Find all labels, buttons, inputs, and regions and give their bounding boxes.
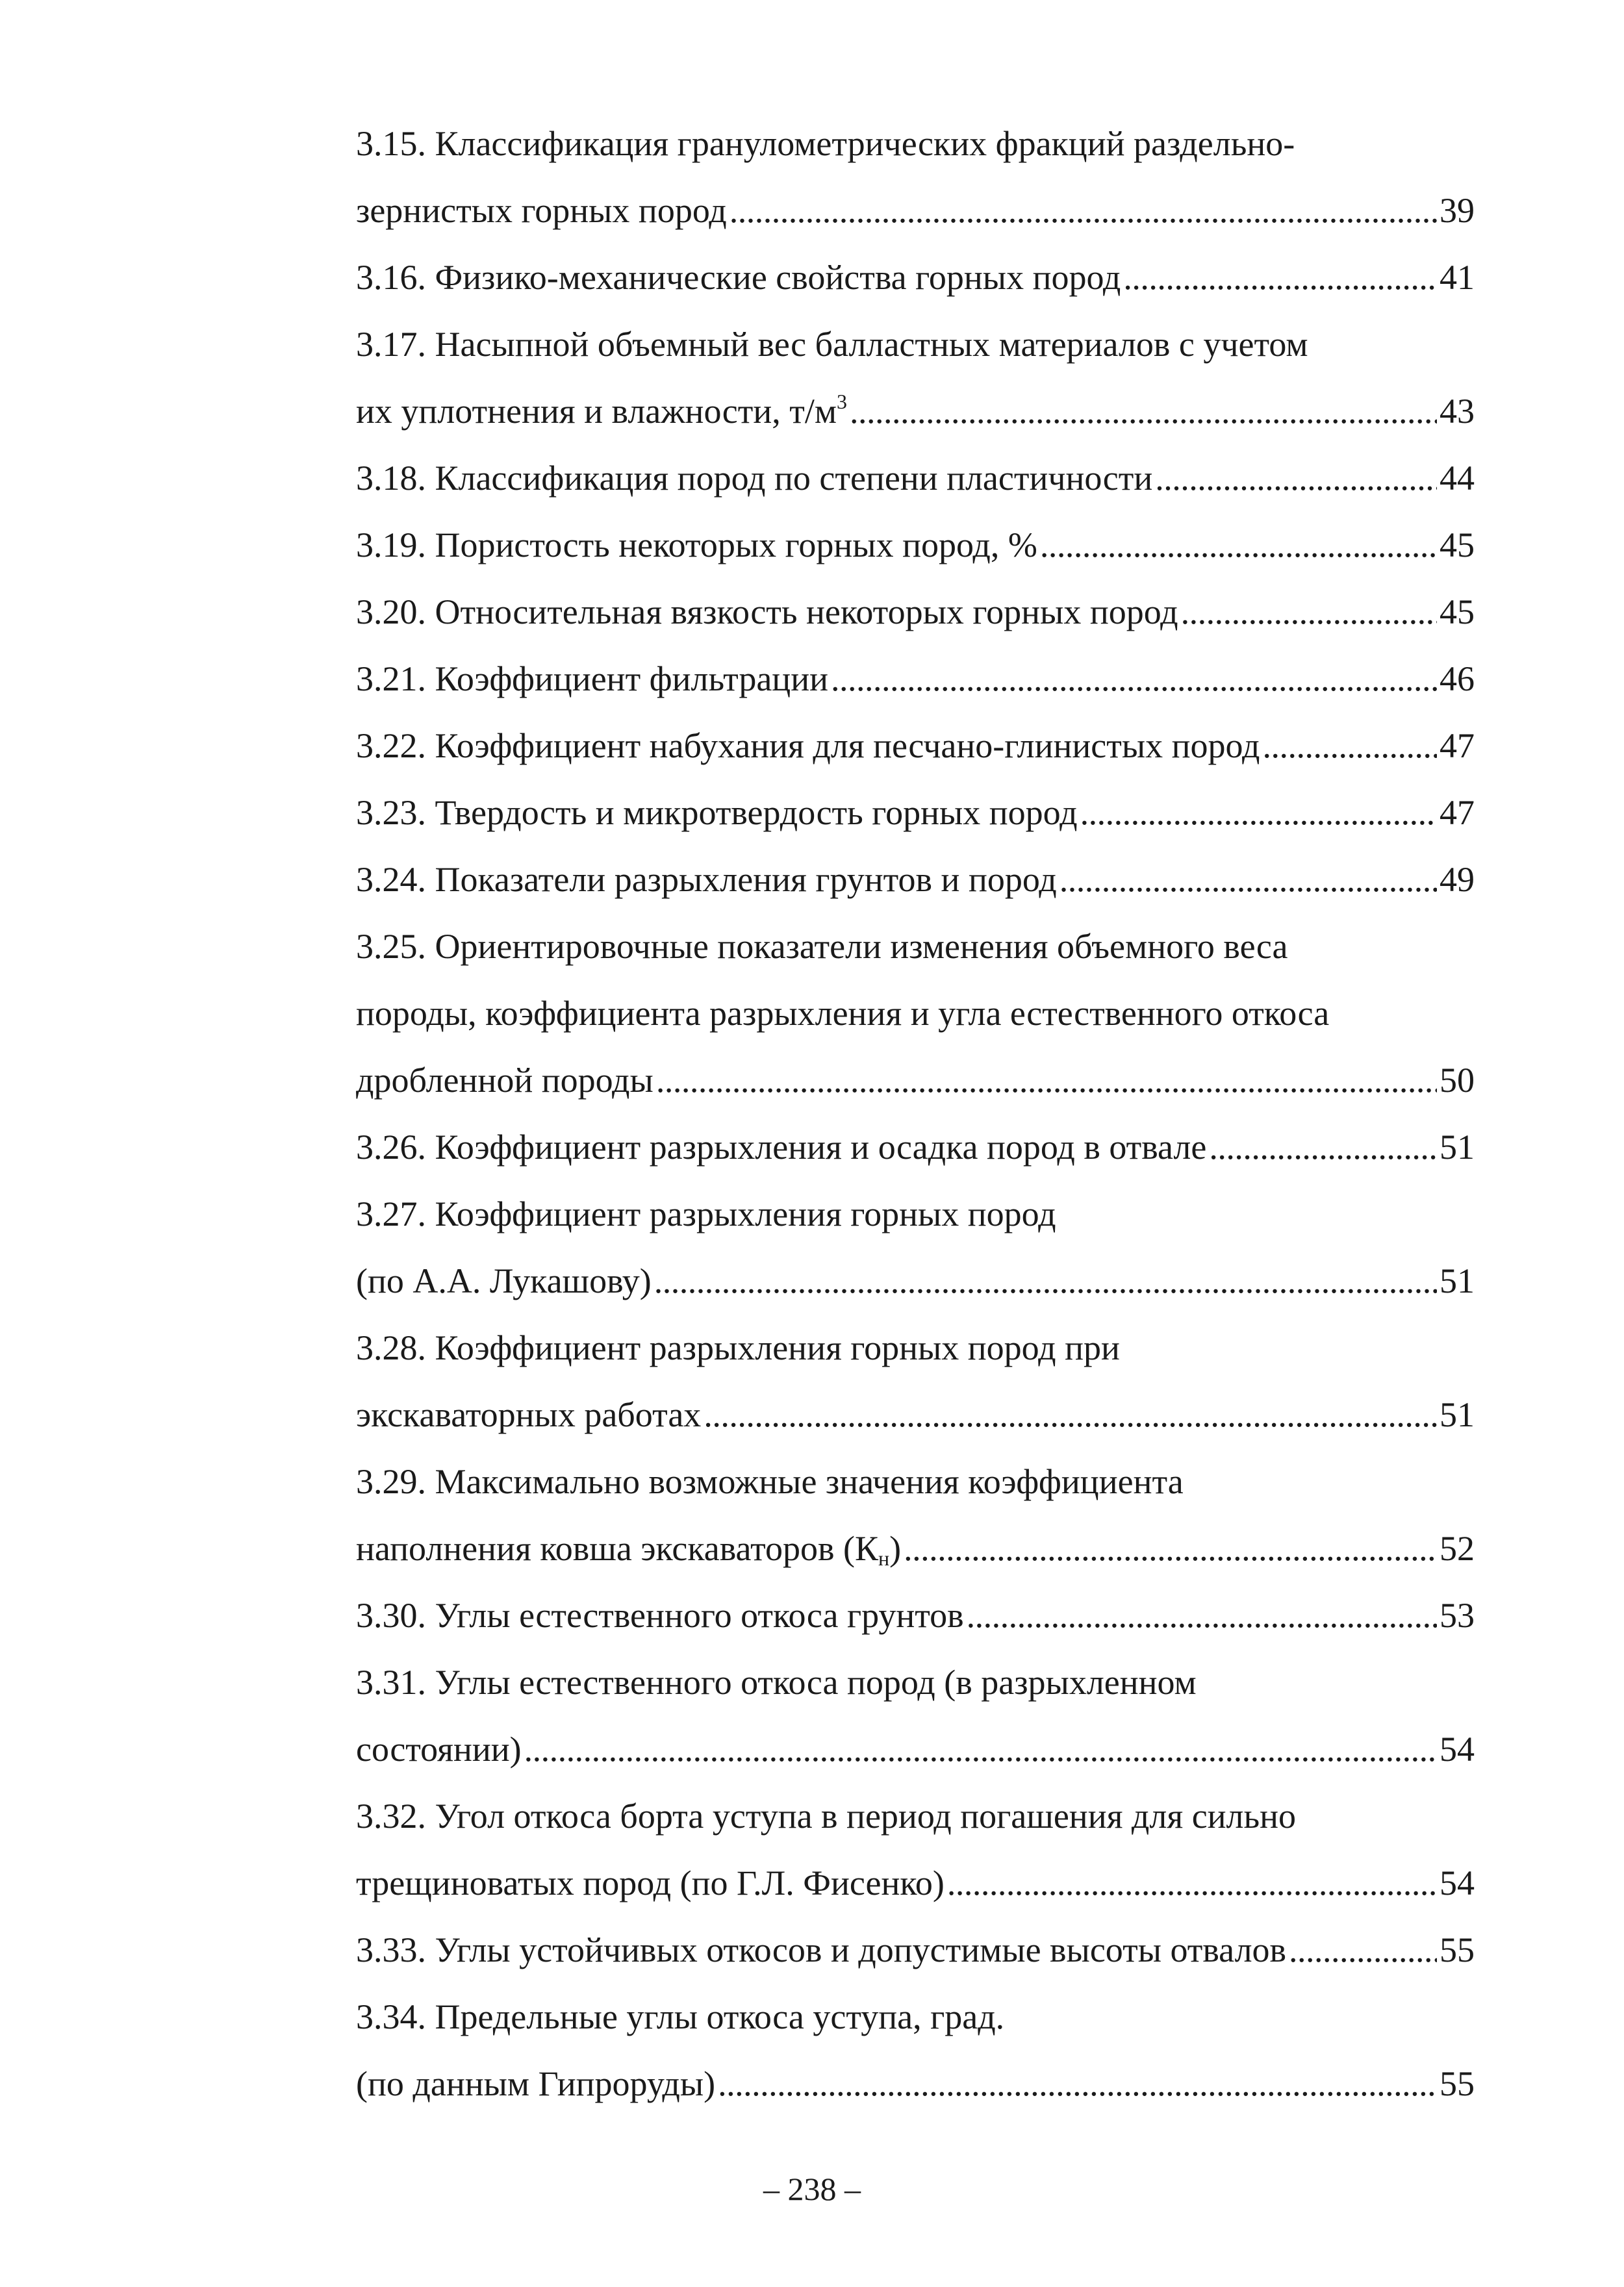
toc-line [356, 980, 1475, 1047]
toc-page-number: 54 [1440, 1864, 1475, 1902]
toc-entry-3-30[interactable] [356, 1582, 1475, 1649]
dot-leader [1209, 1114, 1437, 1181]
toc-page-number: 45 [1440, 525, 1475, 564]
toc-line [356, 713, 1475, 779]
toc-entry-3-31[interactable] [356, 1649, 1475, 1783]
toc-page-number: 51 [1440, 1128, 1475, 1167]
toc-entry-3-23[interactable] [356, 779, 1475, 846]
toc-entry-title: состоянии) [356, 1730, 522, 1769]
toc-entry-title: 3.27. Коэффициент разрыхления горных пород [356, 1194, 1056, 1233]
dot-leader [1059, 846, 1437, 913]
toc-line [356, 378, 1475, 445]
toc-entry-title: 3.16. Физико-механические свойства горных пород [356, 258, 1121, 297]
dot-leader [1123, 244, 1437, 311]
dot-leader [1040, 512, 1437, 579]
toc-line [356, 1248, 1475, 1315]
toc-entry-title: 3.25. Ориентировочные показатели изменения объемного веса [356, 927, 1288, 966]
toc-line [356, 646, 1475, 713]
toc-page-number: 41 [1440, 258, 1475, 297]
toc-line [356, 110, 1475, 177]
toc-entry-title: 3.19. Пористость некоторых горных пород, % [356, 525, 1037, 564]
toc-page-number: 39 [1440, 191, 1475, 230]
toc-entry-title-part: их уплотнения и влажности, т/м [356, 392, 837, 431]
toc-entry-title: 3.21. Коэффициент фильтрации [356, 659, 828, 698]
toc-entry-title: экскаваторных работах [356, 1395, 702, 1434]
toc-page-number: 55 [1440, 2064, 1475, 2103]
toc-page-number: 50 [1440, 1061, 1475, 1100]
toc-entry-3-26[interactable] [356, 1114, 1475, 1181]
toc-entry-title: породы, коэффициента разрыхления и угла естественного откоса [356, 994, 1330, 1033]
toc-line [356, 1448, 1475, 1515]
toc-entry-3-25[interactable] [356, 913, 1475, 1114]
toc-page-number: 46 [1440, 659, 1475, 698]
toc-page-number: 51 [1440, 1395, 1475, 1434]
dot-leader [850, 378, 1437, 445]
dot-leader [947, 1850, 1437, 1917]
toc-line [356, 579, 1475, 646]
toc-entry-3-34[interactable] [356, 1984, 1475, 2117]
toc-page-number: 47 [1440, 793, 1475, 832]
toc-page-number: 51 [1440, 1261, 1475, 1300]
dot-leader [904, 1515, 1437, 1582]
toc-entry-title-suffix: ) [889, 1529, 902, 1568]
dot-leader [1181, 579, 1437, 646]
toc-entry-title: (по А.А. Лукашову) [356, 1261, 652, 1300]
toc-entry-title: 3.29. Максимально возможные значения коэффициента [356, 1462, 1184, 1501]
toc-entry-title-part: наполнения ковша экскаваторов (К [356, 1529, 878, 1568]
toc-line [356, 1984, 1475, 2051]
toc-entry-3-22[interactable] [356, 713, 1475, 779]
toc-entry-title: 3.32. Угол откоса борта уступа в период погашения для сильно [356, 1797, 1297, 1836]
toc-entry-3-24[interactable] [356, 846, 1475, 913]
toc-entry-3-19[interactable] [356, 512, 1475, 579]
toc-page-number: 53 [1440, 1596, 1475, 1635]
toc-entry-title [356, 1515, 901, 1582]
toc-line [356, 1315, 1475, 1382]
toc-entry-3-16[interactable] [356, 244, 1475, 311]
toc-entry-3-21[interactable] [356, 646, 1475, 713]
subscript: н [878, 1547, 890, 1570]
toc-line [356, 512, 1475, 579]
toc-line [356, 779, 1475, 846]
dot-leader [656, 1047, 1437, 1114]
dot-leader [1080, 779, 1437, 846]
toc-entry-3-28[interactable] [356, 1315, 1475, 1448]
toc-entry-title: зернистых горных пород [356, 191, 727, 230]
toc-line [356, 1047, 1475, 1114]
dot-leader [730, 177, 1437, 244]
toc-entry-title: (по данным Гипроруды) [356, 2064, 716, 2103]
toc-line [356, 1783, 1475, 1850]
toc-entry-title: 3.15. Классификация гранулометрических фракций раздельно- [356, 124, 1295, 163]
toc-line [356, 1181, 1475, 1248]
toc-entry-title: 3.17. Насыпной объемный вес балластных материалов с учетом [356, 325, 1308, 364]
toc-entry-3-33[interactable] [356, 1917, 1475, 1984]
toc-entry-title: 3.26. Коэффициент разрыхления и осадка пород в отвале [356, 1128, 1207, 1167]
toc-line [356, 846, 1475, 913]
toc-line [356, 1114, 1475, 1181]
dot-leader [831, 646, 1437, 713]
toc-line [356, 913, 1475, 980]
toc-line [356, 1917, 1475, 1984]
toc-page-number: 44 [1440, 459, 1475, 498]
toc-entry-title: 3.31. Углы естественного откоса пород (в разрыхленном [356, 1663, 1197, 1702]
toc-page-number: 47 [1440, 726, 1475, 765]
toc-entry-3-32[interactable] [356, 1783, 1475, 1917]
toc-entry-title: дробленной породы [356, 1061, 653, 1100]
toc-line [356, 1515, 1475, 1582]
toc-line [356, 244, 1475, 311]
toc-line [356, 311, 1475, 378]
toc-entry-title: 3.24. Показатели разрыхления грунтов и пород [356, 860, 1057, 899]
toc-line [356, 1582, 1475, 1649]
toc-page-number: 45 [1440, 592, 1475, 631]
toc-entry-3-20[interactable] [356, 579, 1475, 646]
dot-leader [967, 1582, 1437, 1649]
toc-page-number: 54 [1440, 1730, 1475, 1769]
toc-entry-title: трещиноватых пород (по Г.Л. Фисенко) [356, 1864, 945, 1902]
dot-leader [1155, 445, 1437, 512]
dot-leader [1262, 713, 1437, 779]
toc-entry-title: 3.23. Твердость и микротвердость горных пород [356, 793, 1078, 832]
toc-entry-title: 3.20. Относительная вязкость некоторых горных пород [356, 592, 1178, 631]
toc-page-number: 52 [1440, 1529, 1475, 1568]
dot-leader [654, 1248, 1437, 1315]
dot-leader [524, 1716, 1437, 1783]
toc-line [356, 1716, 1475, 1783]
toc-page-number: 43 [1440, 392, 1475, 431]
superscript: 3 [837, 390, 848, 413]
toc-page-number: 55 [1440, 1930, 1475, 1969]
toc-entry-3-27[interactable] [356, 1181, 1475, 1315]
toc-entry-title: 3.34. Предельные углы откоса уступа, град. [356, 1997, 1005, 2036]
toc-entry-title: 3.22. Коэффициент набухания для песчано-глинистых пород [356, 726, 1260, 765]
toc-entry-title: 3.33. Углы устойчивых откосов и допустимые высоты отвалов [356, 1930, 1287, 1969]
toc-entry-3-29[interactable] [356, 1448, 1475, 1582]
toc-page-number: 49 [1440, 860, 1475, 899]
dot-leader [718, 2051, 1437, 2117]
toc-line [356, 177, 1475, 244]
toc-entry-title: 3.28. Коэффициент разрыхления горных пород при [356, 1328, 1120, 1367]
toc-entry-title [356, 378, 847, 445]
toc-entry-title: 3.30. Углы естественного откоса грунтов [356, 1596, 964, 1635]
toc-entry-title: 3.18. Классификация пород по степени пластичности [356, 459, 1153, 498]
dot-leader [1289, 1917, 1437, 1984]
toc-entry-3-15[interactable] [356, 110, 1475, 244]
toc-line [356, 2051, 1475, 2117]
dot-leader [704, 1382, 1437, 1448]
toc-entry-3-18[interactable] [356, 445, 1475, 512]
page-footer-number: – 238 – [763, 2171, 861, 2207]
toc-line [356, 1382, 1475, 1448]
toc-line [356, 1649, 1475, 1716]
toc-line [356, 1850, 1475, 1917]
toc-line [356, 445, 1475, 512]
toc-entry-3-17[interactable] [356, 311, 1475, 445]
table-of-contents [356, 110, 1475, 2117]
